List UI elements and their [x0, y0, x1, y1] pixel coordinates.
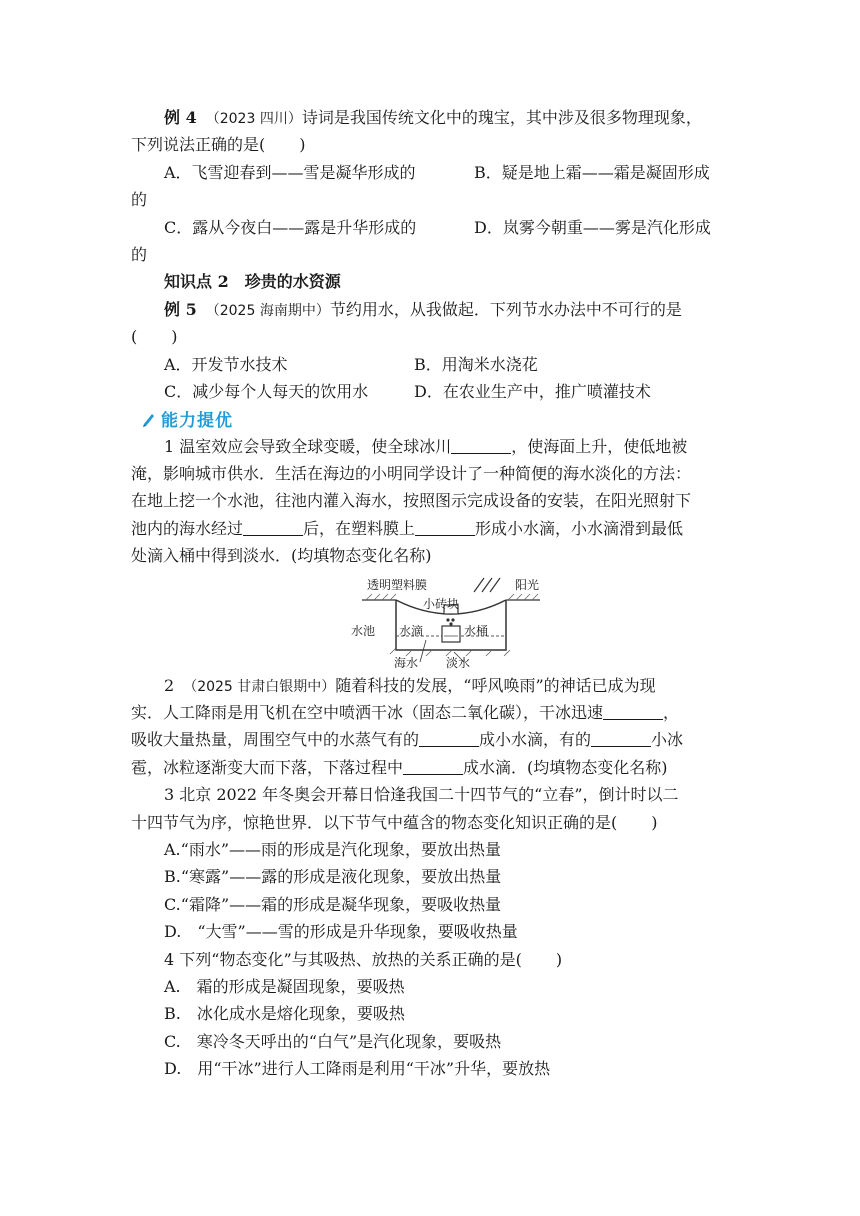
q1-line2: 淹，影响城市供水．生活在海边的小明同学设计了一种简便的海水淡化的方法： — [131, 464, 692, 484]
q1-line3: 在地上挖一个水池，往池内灌入海水，按照图示完成设备的安装，在阳光照射下 — [131, 491, 692, 511]
q3-line1: 3 北京 2022 年冬奥会开幕日恰逢我国二十四节气的“立春”，倒计时以二 — [164, 785, 679, 805]
section-header — [131, 405, 731, 432]
q1-blank-1[interactable] — [451, 435, 511, 454]
q1-line4: 池内的海水经过 后，在塑料膜上 形成小水滴，小水滴滑到最低 — [131, 518, 684, 538]
q2-line2: 实．人工降雨是用飞机在空中喷洒干冰（固态二氧化碳），干冰迅速 ， — [131, 703, 680, 723]
example5-close-paren: ) — [171, 327, 178, 347]
example5-option-a[interactable]: A．开发节水技术 — [164, 354, 288, 374]
example4-option-b-tail: 的 — [131, 190, 148, 210]
q3-option-c[interactable]: C.“霜降”——霜的形成是凝华现象，要吸收热量 — [164, 894, 502, 914]
example5-open-paren: ( — [131, 327, 138, 347]
label-film: 透明塑料膜 — [367, 577, 428, 592]
q4-option-b[interactable]: B. 冰化成水是熔化现象，要吸热 — [164, 1004, 405, 1024]
example5-stem-line1 — [131, 296, 731, 323]
q2-line3: 吸收大量热量，周围空气中的水蒸气有的 成小水滴，有的 小冰 — [131, 730, 684, 750]
q3-line2: 十四节气为序，惊艳世界．以下节气中蕴含的物态变化知识正确的是( ) — [131, 812, 658, 832]
example4-option-a[interactable]: A．飞雪迎春到——雪是凝华形成的 — [164, 162, 416, 182]
example5-options-cd — [131, 378, 731, 405]
q1-blank-3[interactable] — [415, 517, 475, 536]
q4-option-d[interactable]: D. 用“干冰”进行人工降雨是利用“干冰”升华，要放热 — [164, 1059, 551, 1079]
example5-source: （2025 海南期中） — [212, 302, 330, 319]
q2-line4: 雹，冰粒逐渐变大而下落，下落过程中 成水滴．(均填物态变化名称) — [131, 757, 668, 777]
q2-blank-2[interactable] — [419, 728, 479, 747]
pencil-icon — [141, 411, 157, 427]
label-drop: 水滴 — [399, 623, 424, 638]
example4-option-d[interactable]: D．岚雾今朝重——雾是汽化形成 — [474, 217, 711, 237]
example5-option-b[interactable]: B．用淘米水浇花 — [414, 354, 538, 374]
example5-options-ab — [131, 351, 731, 378]
q1-line5: 处滴入桶中得到淡水．(均填物态变化名称) — [131, 546, 432, 566]
worksheet-page — [131, 104, 731, 1083]
q1-line1: 1 温室效应会导致全球变暖，使全球冰川 ，使海面上升，使低地被 — [164, 436, 688, 456]
q1-blank-2[interactable] — [243, 517, 303, 536]
example5-stem-line2 — [131, 323, 731, 350]
q2-source: （2025 甘肃白银期中） — [190, 678, 336, 695]
q2-line1: 2 （2025 甘肃白银期中）随着科技的发展，“呼风唤雨”的神话已成为现 — [164, 675, 656, 695]
example5-option-d[interactable]: D．在农业生产中，推广喷灌技术 — [414, 381, 651, 401]
example4-source: （2023 四川） — [212, 111, 302, 127]
label-seawater: 海水 — [394, 655, 419, 670]
knowledge-point-2-heading: 知识点 2 珍贵的水资源 — [164, 272, 341, 292]
label-brick: 小砖块 — [423, 596, 460, 611]
example4-option-c[interactable]: C．露从今夜白——露是升华形成的 — [164, 217, 417, 237]
example4-option-d-tail: 的 — [131, 244, 148, 264]
q2-blank-4[interactable] — [403, 756, 463, 775]
label-pool: 水池 — [351, 623, 376, 638]
example5-label: 例 5 — [164, 299, 197, 319]
label-sunlight: 阳光 — [515, 577, 540, 592]
example4-stem-line2 — [131, 131, 731, 158]
example4-stem1: 诗词是我国传统文化中的瑰宝，其中涉及很多物理现象， — [301, 108, 702, 127]
example4-close-paren: ) — [299, 135, 306, 155]
q4-option-c[interactable]: C. 寒冷冬天呼出的“白气”是汽化现象，要吸热 — [164, 1031, 502, 1051]
q4-stem: 4 下列“物态变化”与其吸热、放热的关系正确的是( ) — [164, 949, 563, 969]
example4-stem-line1 — [131, 104, 731, 131]
example5-stem1: 节约用水，从我做起．下列节水办法中不可行的是 — [329, 299, 682, 319]
example5-option-c[interactable]: C．减少每个人每天的饮用水 — [164, 381, 369, 401]
label-freshwater: 淡水 — [446, 655, 471, 670]
example4-stem2: 下列说法正确的是( — [131, 135, 266, 155]
section-title: 能力提优 — [161, 411, 233, 432]
label-bucket: 水桶 — [464, 623, 489, 638]
q4-option-a[interactable]: A. 霜的形成是凝固现象，要吸热 — [164, 976, 405, 996]
example4-options-ab — [131, 159, 731, 186]
q3-option-d[interactable]: D. “大雪”——雪的形成是升华现象，要吸收热量 — [164, 922, 518, 942]
example4-option-b[interactable]: B．疑是地上霜——霜是凝固形成 — [474, 162, 710, 182]
q2-blank-3[interactable] — [591, 728, 651, 747]
desalination-diagram — [131, 570, 731, 672]
q3-option-a[interactable]: A.“雨水”——雨的形成是汽化现象，要放出热量 — [164, 839, 502, 859]
example4-options-cd — [131, 214, 731, 241]
q3-option-b[interactable]: B.“寒露”——露的形成是液化现象，要放出热量 — [164, 867, 502, 887]
example4-label: 例 4 — [164, 108, 197, 127]
q2-blank-1[interactable] — [603, 701, 663, 720]
